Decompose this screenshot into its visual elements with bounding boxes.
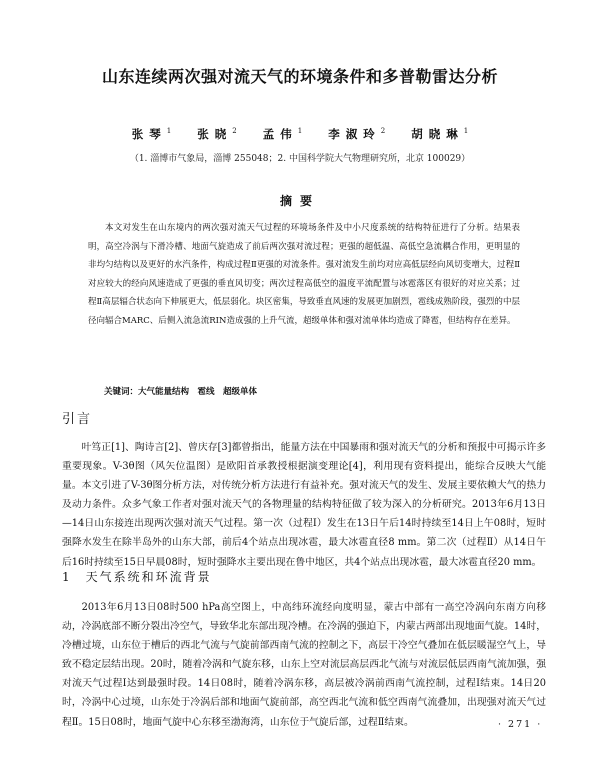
section-1-heading bbox=[62, 568, 212, 585]
abstract-heading: 摘要 bbox=[279, 194, 320, 208]
page-number: · 271 · bbox=[498, 719, 543, 730]
author: 张琴$^1$ bbox=[131, 127, 172, 141]
section-title: 天气系统和环流背景 bbox=[85, 570, 212, 584]
abstract-text: 本文对发生在山东境内的两次强对流天气过程的环境场条件及中小尺度系统的结构特征进行了分析。结果表明，高空冷涡与下滑冷槽、地面气旋造成了前后两次强对流过程；更强的超低温、高低空急流耦合作用，更明显的非均匀结构以及更好的水汽条件，构成过程Ⅱ更强的对流条件。强对流发生前均对应高低层经向风切变增大，过程Ⅱ对应较大的经向风速造成了更强的垂直风切变；两次过程高低空的温度平流配置与冰雹落区有很好的对应关系；过程Ⅱ高层辐合状态向下伸展更大，低层弱化。块区密集，导致垂直风速的发展更加剧烈，雹线成熟阶段，强烈的中层径向辐合MARC、后侧入流急流RIN造成强的上升气流，超级单体和强对流单体均造成了降雹，但结构存在差异。 bbox=[88, 223, 520, 326]
paper-title: 山东连续两次强对流天气的环境条件和多普勒雷达分析 bbox=[101, 67, 498, 86]
keywords: 关键词：大气能量结构 雹线 超级单体 bbox=[104, 387, 258, 397]
author: 李淑玲$^2$ bbox=[328, 127, 386, 141]
author: 胡晓琳$^1$ bbox=[411, 127, 469, 141]
section-number: 1 bbox=[62, 570, 72, 584]
affiliation: （1. 淄博市气象局，淄博 255048；2. 中国科学院大气物理研究所，北京 100029） bbox=[129, 154, 471, 164]
author-list bbox=[0, 126, 600, 142]
section-1-paragraph: 2013年6月13日08时500 hPa高空图上，中高纬环流经向度明显，蒙古中部有一高空冷涡向东南方向移动，冷涡底部不断分裂出冷空气，导致华北东部出现冷槽。在冷涡的强迫下，内蒙古两部出现地面气旋。14时，冷槽过境，山东位于槽后的西北气流与气旋前部西南气流的控制之下，高层干冷空气叠加在低层暖湿空气上，导致不稳定层结出现。20时，随着冷涡和气旋东移，山东上空对流层高层西北气流与对流层低层西南气流加强，强对流天气过程Ⅰ达到最强时段。14日08时，随着冷涡东移，高层被冷涡前西南气流控制，过程Ⅰ结束。14日20时，冷涡中心过境，山东处于冷涡后部和地面气旋前部，高空西北气流和低空西南气流叠加，出现强对流天气过程Ⅱ。15日08时，地面气旋中心东移至渤海湾，山东位于气旋后部，过程Ⅱ结束。 bbox=[62, 602, 546, 728]
author: 孟伟$^1$ bbox=[262, 127, 303, 141]
intro-heading: 引言 bbox=[62, 412, 93, 427]
author: 张晓$^2$ bbox=[197, 127, 237, 141]
intro-paragraph: 叶笃正[1]、陶诗言[2]、曾庆存[3]都曾指出，能量方法在中国暴雨和强对流天气的分析和预报中可揭示许多重要现象。V-3θ图（风矢位温图）是欧阳首承教授根据演变理论[4]，利用现有资料提出，能综合反映大气能量。本文引进了V-3θ图分析方法，对传统分析方法进行有益补充。强对流天气的发生、发展主要依赖大气的热力及动力条件。众多气象工作者对强对流天气的各物理量的结构特征做了较为深入的分析研究。2013年6月13日—14日山东接连出现两次强对流天气过程。第一次（过程Ⅰ）发生在13日午后14时持续至14日上午08时，短时强降水发生在除半岛外的山东大部，前后4个站点出现冰雹，最大冰雹直径8 mm。第二次（过程Ⅱ）从14日午后16时持续至15日早晨08时，短时强降水主要出现在鲁中地区，共4个站点出现冰雹，最大冰雹直径20 mm。 bbox=[62, 442, 546, 568]
